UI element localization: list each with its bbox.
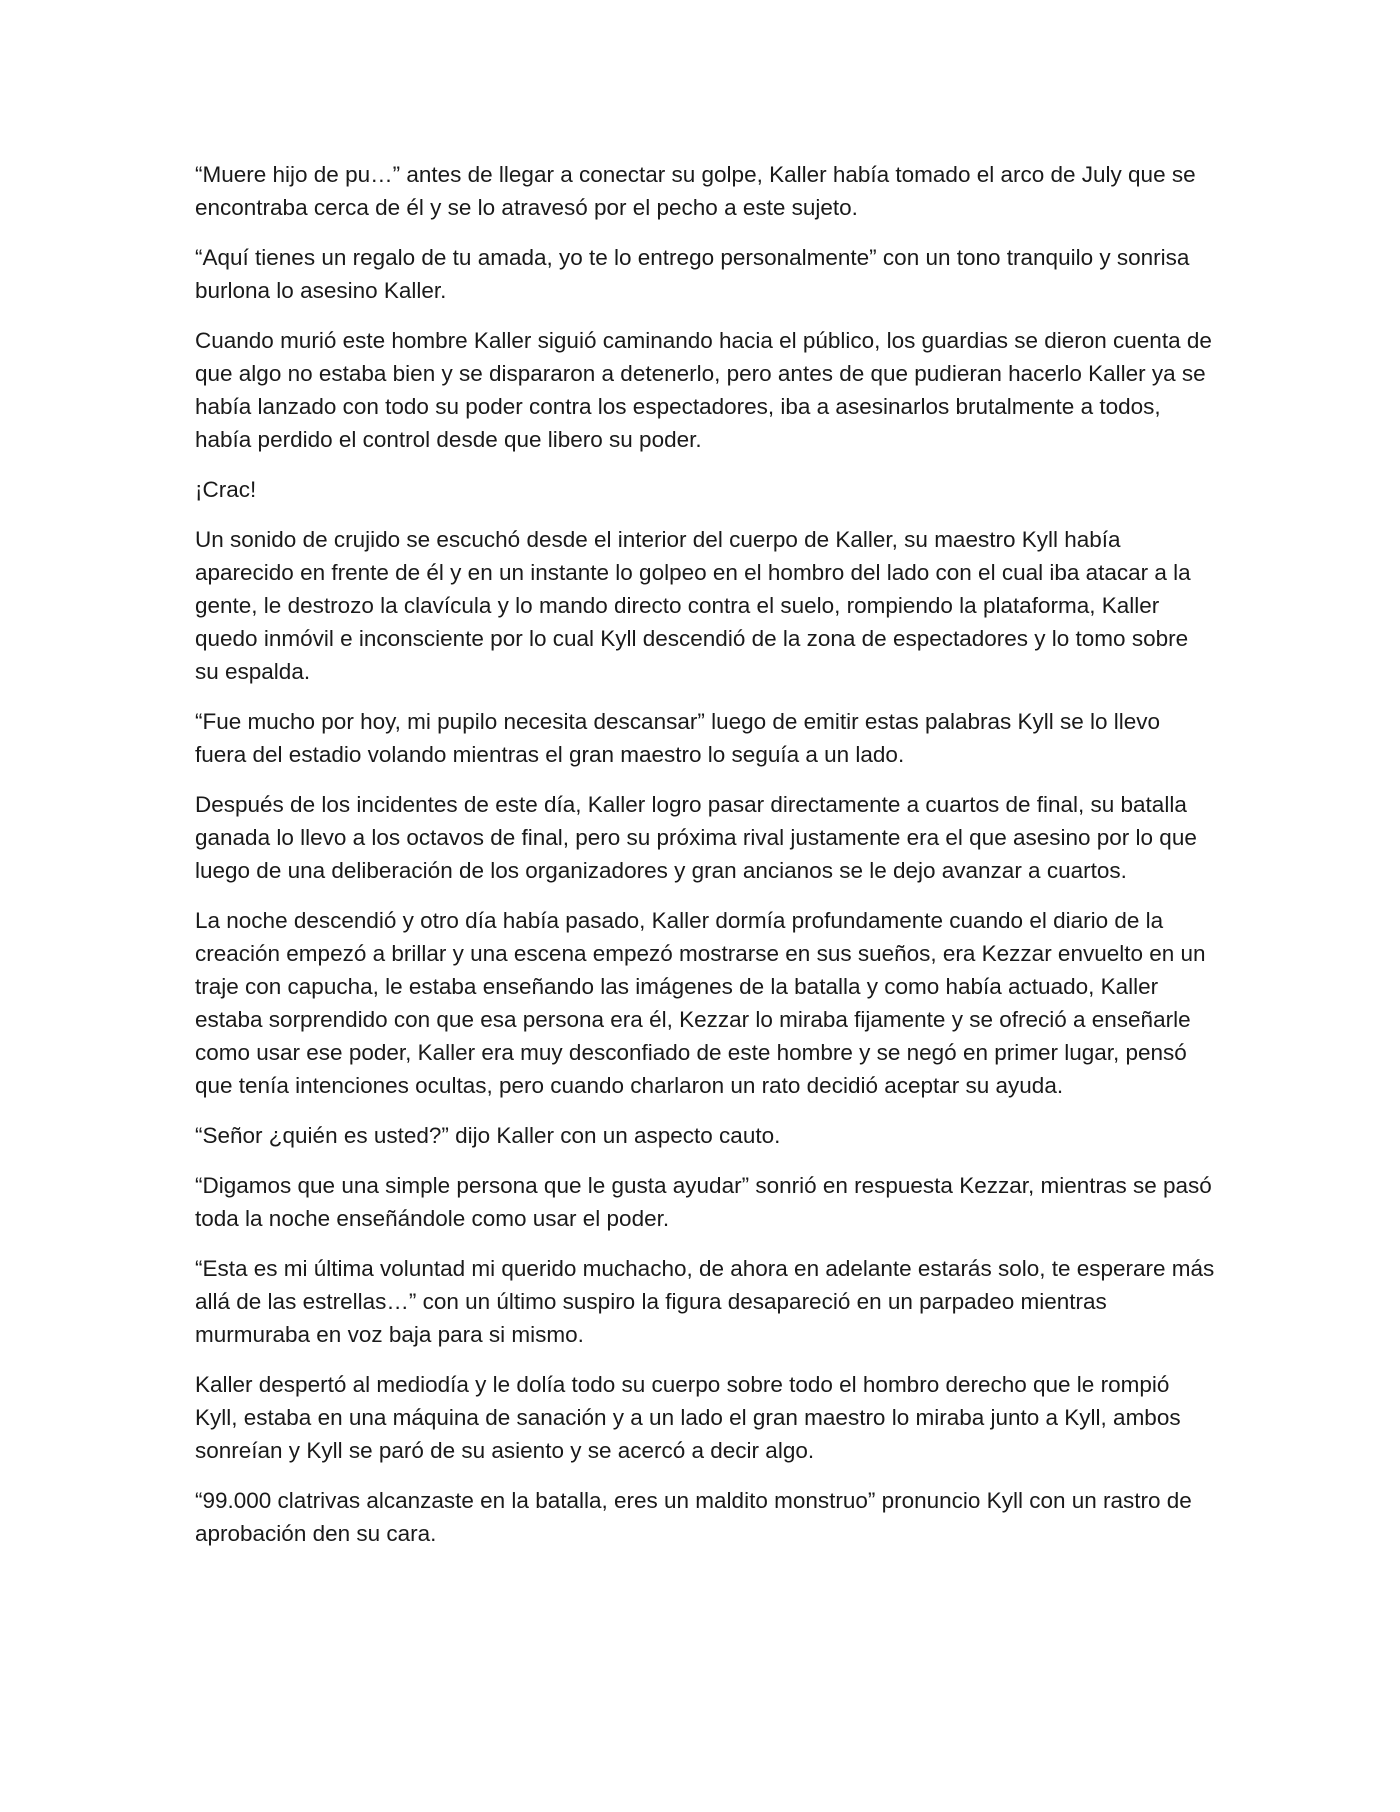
paragraph: Un sonido de crujido se escuchó desde el interior del cuerpo de Kaller, su maestro Kyll había aparecido en frente de él y en un instante lo golpeo en el hombro del lado con el cual iba atacar a la gente, le destrozo la clavícula y lo mando directo contra el suelo, rompiendo la plataforma, Kaller quedo inmóvil e inconsciente por lo cual Kyll descendió de la zona de espectadores y lo tomo sobre su espalda. <box>195 527 1191 684</box>
paragraph: “Muere hijo de pu…” antes de llegar a conectar su golpe, Kaller había tomado el arco de July que se encontraba cerca de él y se lo atravesó por el pecho a este sujeto. <box>195 162 1196 220</box>
document-body <box>195 158 1215 1567</box>
paragraph: “Esta es mi última voluntad mi querido muchacho, de ahora en adelante estarás solo, te esperare más allá de las estrellas…” con un último suspiro la figura desapareció en un parpadeo mientras murmuraba en voz baja para si mismo. <box>195 1256 1215 1347</box>
paragraph: La noche descendió y otro día había pasado, Kaller dormía profundamente cuando el diario de la creación empezó a brillar y una escena empezó mostrarse en sus sueños, era Kezzar envuelto en un traje con capucha, le estaba enseñando las imágenes de la batalla y como había actuado, Kaller estaba sorprendido con que esa persona era él, Kezzar lo miraba fijamente y se ofreció a enseñarle como usar ese poder, Kaller era muy desconfiado de este hombre y se negó en primer lugar, pensó que tenía intenciones ocultas, pero cuando charlaron un rato decidió aceptar su ayuda. <box>195 908 1206 1098</box>
paragraph: “Señor ¿quién es usted?” dijo Kaller con un aspecto cauto. <box>195 1123 781 1148</box>
paragraph: Después de los incidentes de este día, Kaller logro pasar directamente a cuartos de final, su batalla ganada lo llevo a los octavos de final, pero su próxima rival justamente era el que asesino por lo que luego de una deliberación de los organizadores y gran ancianos se le dejo avanzar a cuartos. <box>195 792 1197 883</box>
paragraph: “99.000 clatrivas alcanzaste en la batalla, eres un maldito monstruo” pronuncio Kyll con un rastro de aprobación den su cara. <box>195 1488 1192 1546</box>
paragraph: “Fue mucho por hoy, mi pupilo necesita descansar” luego de emitir estas palabras Kyll se lo llevo fuera del estadio volando mientras el gran maestro lo seguía a un lado. <box>195 709 1161 767</box>
paragraph: ¡Crac! <box>195 477 257 502</box>
paragraph: Kaller despertó al mediodía y le dolía todo su cuerpo sobre todo el hombro derecho que le rompió Kyll, estaba en una máquina de sanación y a un lado el gran maestro lo miraba junto a Kyll, ambos sonreían y Kyll se paró de su asiento y se acercó a decir algo. <box>195 1372 1181 1463</box>
paragraph: Cuando murió este hombre Kaller siguió caminando hacia el público, los guardias se dieron cuenta de que algo no estaba bien y se dispararon a detenerlo, pero antes de que pudieran hacerlo Kaller ya se había lanzado con todo su poder contra los espectadores, iba a asesinarlos brutalmente a todos, había perdido el control desde que libero su poder. <box>195 328 1212 452</box>
paragraph: “Aquí tienes un regalo de tu amada, yo te lo entrego personalmente” con un tono tranquilo y sonrisa burlona lo asesino Kaller. <box>195 245 1190 303</box>
paragraph: “Digamos que una simple persona que le gusta ayudar” sonrió en respuesta Kezzar, mientras se pasó toda la noche enseñándole como usar el poder. <box>195 1173 1212 1231</box>
